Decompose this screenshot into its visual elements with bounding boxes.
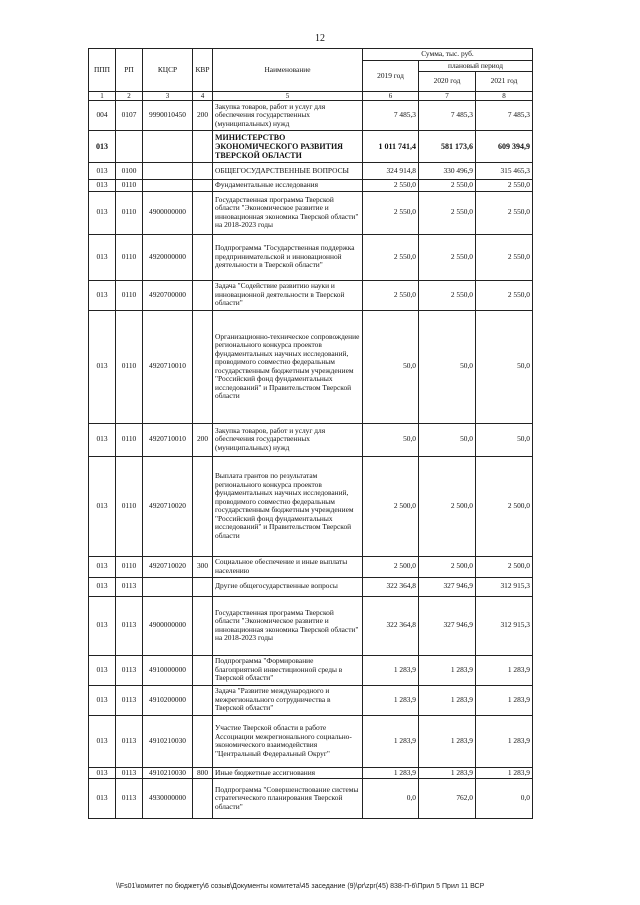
cell-kvr: 300 xyxy=(193,556,213,577)
cell-2019: 1 283,9 xyxy=(363,767,419,779)
cell-kvr xyxy=(193,715,213,767)
table-row xyxy=(89,163,533,180)
cell-rp: 0110 xyxy=(116,556,143,577)
cell-2021: 2 500,0 xyxy=(476,456,533,556)
cell-kvr xyxy=(193,779,213,819)
table-row xyxy=(89,556,533,577)
table-row xyxy=(89,779,533,819)
cell-2019: 2 500,0 xyxy=(363,456,419,556)
cell-2021: 50,0 xyxy=(476,423,533,456)
cell-rp: 0113 xyxy=(116,577,143,596)
cell-2020: 2 550,0 xyxy=(419,180,476,192)
table-row xyxy=(89,191,533,234)
cell-kvr xyxy=(193,655,213,685)
cell-rp: 0113 xyxy=(116,779,143,819)
cell-name: Иные бюджетные ассигнования xyxy=(213,767,363,779)
header-2019: 2019 год xyxy=(363,60,419,92)
cell-kvr xyxy=(193,310,213,423)
cell-kcsr: 4910200000 xyxy=(143,685,193,715)
cell-kvr xyxy=(193,685,213,715)
header-sum: Сумма, тыс. руб. xyxy=(363,49,533,61)
cell-kcsr: 4920710020 xyxy=(143,456,193,556)
table-row xyxy=(89,234,533,280)
cell-2020: 50,0 xyxy=(419,423,476,456)
cell-2019: 2 550,0 xyxy=(363,180,419,192)
table-row xyxy=(89,101,533,131)
cell-rp: 0113 xyxy=(116,767,143,779)
cell-ppp: 013 xyxy=(89,577,116,596)
cell-name: Подпрограмма "Государственная поддержка предпринимательской и инновационной деятельности в Тверской области" xyxy=(213,234,363,280)
column-index: 8 xyxy=(476,92,533,101)
cell-ppp: 004 xyxy=(89,101,116,131)
column-index: 1 xyxy=(89,92,116,101)
cell-2020: 2 550,0 xyxy=(419,234,476,280)
cell-rp: 0113 xyxy=(116,715,143,767)
cell-2019: 322 364,8 xyxy=(363,596,419,655)
cell-rp xyxy=(116,131,143,163)
cell-kcsr: 4920710020 xyxy=(143,556,193,577)
cell-name: ОБЩЕГОСУДАРСТВЕННЫЕ ВОПРОСЫ xyxy=(213,163,363,180)
cell-ppp: 013 xyxy=(89,596,116,655)
header-kcsr: КЦСР xyxy=(143,49,193,92)
cell-kvr xyxy=(193,577,213,596)
cell-kvr xyxy=(193,596,213,655)
cell-kcsr: 4920710010 xyxy=(143,423,193,456)
cell-ppp: 013 xyxy=(89,685,116,715)
cell-2020: 2 500,0 xyxy=(419,456,476,556)
cell-2020: 50,0 xyxy=(419,310,476,423)
cell-2020: 2 500,0 xyxy=(419,556,476,577)
cell-rp: 0110 xyxy=(116,310,143,423)
cell-2021: 2 550,0 xyxy=(476,280,533,310)
cell-kvr xyxy=(193,191,213,234)
table-row xyxy=(89,655,533,685)
cell-2019: 2 500,0 xyxy=(363,556,419,577)
cell-kvr: 200 xyxy=(193,423,213,456)
table-row xyxy=(89,280,533,310)
cell-ppp: 013 xyxy=(89,556,116,577)
cell-rp: 0110 xyxy=(116,423,143,456)
cell-2021: 312 915,3 xyxy=(476,577,533,596)
cell-kvr xyxy=(193,280,213,310)
cell-2021: 312 915,3 xyxy=(476,596,533,655)
cell-ppp: 013 xyxy=(89,234,116,280)
cell-rp: 0113 xyxy=(116,685,143,715)
cell-rp: 0113 xyxy=(116,596,143,655)
cell-kvr: 200 xyxy=(193,101,213,131)
table-row xyxy=(89,767,533,779)
table-row xyxy=(89,596,533,655)
cell-2021: 1 283,9 xyxy=(476,685,533,715)
column-index: 2 xyxy=(116,92,143,101)
cell-name: Подпрограмма "Формирование благоприятной инвестиционной среды в Тверской области" xyxy=(213,655,363,685)
cell-2021: 1 283,9 xyxy=(476,767,533,779)
cell-ppp: 013 xyxy=(89,131,116,163)
header-ppp: ППП xyxy=(89,49,116,92)
cell-rp: 0113 xyxy=(116,655,143,685)
cell-kcsr xyxy=(143,163,193,180)
cell-kvr: 800 xyxy=(193,767,213,779)
cell-rp: 0110 xyxy=(116,234,143,280)
cell-name: Государственная программа Тверской области "Экономическое развитие и инновационная экономика Тверской области" на 2018-2023 годы xyxy=(213,596,363,655)
page-number: 12 xyxy=(315,33,325,44)
table-row xyxy=(89,685,533,715)
cell-2020: 327 946,9 xyxy=(419,596,476,655)
cell-kvr xyxy=(193,456,213,556)
cell-2019: 1 283,9 xyxy=(363,655,419,685)
cell-name: Государственная программа Тверской области "Экономическое развитие и инновационная экономика Тверской области" на 2018-2023 годы xyxy=(213,191,363,234)
cell-2020: 1 283,9 xyxy=(419,767,476,779)
cell-rp: 0110 xyxy=(116,280,143,310)
table-row xyxy=(89,180,533,192)
cell-kcsr: 4910000000 xyxy=(143,655,193,685)
cell-2019: 2 550,0 xyxy=(363,191,419,234)
cell-kcsr: 9990010450 xyxy=(143,101,193,131)
header-rp: РП xyxy=(116,49,143,92)
table-row xyxy=(89,423,533,456)
cell-rp: 0100 xyxy=(116,163,143,180)
cell-2020: 1 283,9 xyxy=(419,655,476,685)
cell-2020: 2 550,0 xyxy=(419,280,476,310)
cell-kcsr: 4900000000 xyxy=(143,191,193,234)
cell-2019: 0,0 xyxy=(363,779,419,819)
cell-2019: 322 364,8 xyxy=(363,577,419,596)
cell-ppp: 013 xyxy=(89,655,116,685)
table-row xyxy=(89,715,533,767)
cell-2020: 762,0 xyxy=(419,779,476,819)
cell-2019: 7 485,3 xyxy=(363,101,419,131)
cell-rp: 0110 xyxy=(116,191,143,234)
column-index: 4 xyxy=(193,92,213,101)
cell-kvr xyxy=(193,180,213,192)
cell-name: Организационно-техническое сопровождение регионального конкурса проектов фундаментальных научных исследований, проводимого совместно федеральным государственным бюджетным учреждением "Российский фонд фундаментальных исследований" и Правительством Тверской области xyxy=(213,310,363,423)
cell-kcsr: 4910210030 xyxy=(143,767,193,779)
table-row xyxy=(89,310,533,423)
cell-kcsr: 4910210030 xyxy=(143,715,193,767)
cell-2021: 2 550,0 xyxy=(476,180,533,192)
cell-kvr xyxy=(193,131,213,163)
cell-kcsr: 4900000000 xyxy=(143,596,193,655)
cell-2021: 7 485,3 xyxy=(476,101,533,131)
cell-ppp: 013 xyxy=(89,310,116,423)
cell-name: Другие общегосударственные вопросы xyxy=(213,577,363,596)
column-index: 5 xyxy=(213,92,363,101)
column-index: 3 xyxy=(143,92,193,101)
cell-kcsr: 4920710010 xyxy=(143,310,193,423)
cell-name: МИНИСТЕРСТВО ЭКОНОМИЧЕСКОГО РАЗВИТИЯ ТВЕРСКОЙ ОБЛАСТИ xyxy=(213,131,363,163)
cell-2021: 609 394,9 xyxy=(476,131,533,163)
cell-2019: 2 550,0 xyxy=(363,234,419,280)
cell-2020: 327 946,9 xyxy=(419,577,476,596)
cell-name: Участие Тверской области в работе Ассоциации межрегионального социально-экономического взаимодействия "Центральный Федеральный Округ" xyxy=(213,715,363,767)
cell-ppp: 013 xyxy=(89,163,116,180)
table-row xyxy=(89,456,533,556)
cell-2020: 7 485,3 xyxy=(419,101,476,131)
column-index: 7 xyxy=(419,92,476,101)
cell-name: Закупка товаров, работ и услуг для обеспечения государственных (муниципальных) нужд xyxy=(213,101,363,131)
cell-2019: 50,0 xyxy=(363,310,419,423)
cell-name: Задача "Развитие международного и межрегионального сотрудничества в Тверской области" xyxy=(213,685,363,715)
cell-kcsr xyxy=(143,180,193,192)
table-header xyxy=(89,49,533,92)
cell-kcsr xyxy=(143,577,193,596)
header-2021: 2021 год xyxy=(476,72,533,92)
cell-2019: 50,0 xyxy=(363,423,419,456)
cell-rp: 0110 xyxy=(116,456,143,556)
cell-2020: 1 283,9 xyxy=(419,685,476,715)
cell-kvr xyxy=(193,163,213,180)
cell-ppp: 013 xyxy=(89,715,116,767)
cell-name: Закупка товаров, работ и услуг для обеспечения государственных (муниципальных) нужд xyxy=(213,423,363,456)
cell-kcsr: 4920700000 xyxy=(143,280,193,310)
file-path-footer: \\Fs01\комитет по бюджету\6 созыв\Документы комитета\45 заседание (9)\pr\zpr(45) 838-П-6\Прил 5 Прил 11 ВСР xyxy=(116,883,485,890)
cell-kvr xyxy=(193,234,213,280)
cell-name: Подпрограмма "Совершенствование системы стратегического планирования Тверской области" xyxy=(213,779,363,819)
cell-ppp: 013 xyxy=(89,191,116,234)
table-row xyxy=(89,131,533,163)
header-planned-period: плановый период xyxy=(419,60,533,72)
cell-kcsr: 4920000000 xyxy=(143,234,193,280)
cell-2019: 1 283,9 xyxy=(363,715,419,767)
header-kvr: КВР xyxy=(193,49,213,92)
cell-2021: 2 550,0 xyxy=(476,234,533,280)
header-name: Наименование xyxy=(213,49,363,92)
cell-2020: 330 496,9 xyxy=(419,163,476,180)
cell-2021: 2 550,0 xyxy=(476,191,533,234)
header-2020: 2020 год xyxy=(419,72,476,92)
cell-2021: 50,0 xyxy=(476,310,533,423)
cell-2021: 0,0 xyxy=(476,779,533,819)
cell-ppp: 013 xyxy=(89,180,116,192)
cell-rp: 0107 xyxy=(116,101,143,131)
cell-kcsr xyxy=(143,131,193,163)
cell-2020: 2 550,0 xyxy=(419,191,476,234)
table-row xyxy=(89,577,533,596)
cell-rp: 0110 xyxy=(116,180,143,192)
cell-name: Социальное обеспечение и иные выплаты населению xyxy=(213,556,363,577)
cell-ppp: 013 xyxy=(89,779,116,819)
cell-2019: 1 283,9 xyxy=(363,685,419,715)
cell-2019: 324 914,8 xyxy=(363,163,419,180)
cell-ppp: 013 xyxy=(89,767,116,779)
cell-name: Фундаментальные исследования xyxy=(213,180,363,192)
budget-table xyxy=(88,48,533,819)
cell-kcsr: 4930000000 xyxy=(143,779,193,819)
cell-2021: 2 500,0 xyxy=(476,556,533,577)
cell-ppp: 013 xyxy=(89,423,116,456)
column-index: 6 xyxy=(363,92,419,101)
cell-2019: 1 011 741,4 xyxy=(363,131,419,163)
cell-name: Выплата грантов по результатам регионального конкурса проектов фундаментальных научных исследований, проводимого совместно федеральным государственным бюджетным учреждением "Российский фонд фундаментальных исследований" и Правительством Тверской области xyxy=(213,456,363,556)
cell-2020: 581 173,6 xyxy=(419,131,476,163)
cell-2021: 315 465,3 xyxy=(476,163,533,180)
cell-2021: 1 283,9 xyxy=(476,655,533,685)
cell-name: Задача "Содействие развитию науки и инновационной деятельности в Тверской области" xyxy=(213,280,363,310)
cell-2019: 2 550,0 xyxy=(363,280,419,310)
table-body xyxy=(89,92,533,819)
cell-ppp: 013 xyxy=(89,280,116,310)
column-index-row xyxy=(89,92,533,101)
cell-2021: 1 283,9 xyxy=(476,715,533,767)
cell-ppp: 013 xyxy=(89,456,116,556)
cell-2020: 1 283,9 xyxy=(419,715,476,767)
